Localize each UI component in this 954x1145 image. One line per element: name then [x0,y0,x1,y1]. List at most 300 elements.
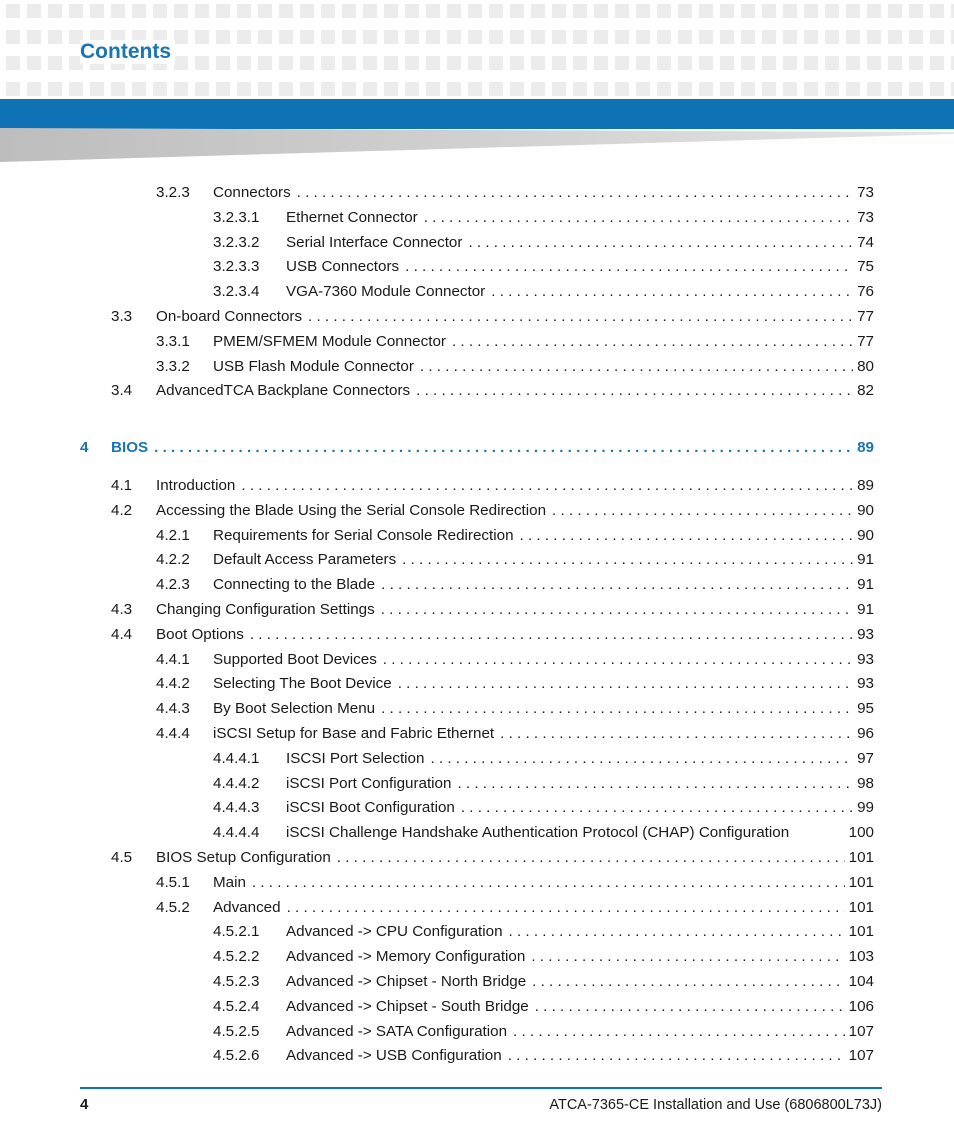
header-tile [300,4,314,18]
toc-entry-number: 4.5.2.2 [213,948,260,966]
header-tile [762,4,776,18]
header-tile [405,4,419,18]
toc-entry[interactable] [213,1047,874,1071]
toc-leader-dots [287,899,845,916]
header-tile [48,56,62,70]
header-tile [27,82,41,96]
header-tile [741,56,755,70]
header-tile [468,30,482,44]
toc-page-number: 90 [857,501,874,519]
header-tile [636,56,650,70]
toc-entry-title: iSCSI Setup for Base and Fabric Ethernet [213,725,495,742]
header-tile [384,82,398,96]
toc-leader-dots [531,948,844,965]
header-tile [111,82,125,96]
header-tile [27,56,41,70]
toc-entry[interactable] [111,477,874,501]
toc-entry-number: 4.1 [111,477,133,494]
toc-entry-title: Supported Boot Devices [213,650,377,668]
header-tile [405,82,419,96]
toc-entry-number: 4.5.2 [156,898,190,916]
page-title: Contents [80,40,175,64]
toc-leader-dots [337,849,845,866]
toc-entry-title: USB Flash Module Connector [213,357,414,375]
toc-page-number: 76 [857,283,874,301]
toc-entry[interactable] [213,799,874,823]
toc-entry-number: 4.4.4.4 [213,824,260,842]
toc-entry-title: BIOS Setup Configuration [156,849,331,866]
header-tile [930,56,944,70]
header-tile [657,56,671,70]
toc-entry[interactable] [156,700,874,724]
toc-entry-number: 4.4.3 [156,700,190,718]
header-tile [405,56,419,70]
toc-page-number: 91 [857,576,874,594]
header-tile [825,56,839,70]
toc-entry-title: iSCSI Challenge Handshake Authentication Protocol (CHAP) Configuration [286,824,790,842]
toc-page-number: 98 [857,774,874,792]
toc-leader-dots [532,973,844,990]
toc-entry-title: AdvancedTCA Backplane Connectors [156,382,411,400]
toc-entry-title: Main [213,873,246,891]
toc-entry-title: On-board Connectors [156,308,303,325]
header-tile [111,4,125,18]
toc-entry[interactable] [156,874,874,898]
header-wedge [0,128,954,164]
toc-entry[interactable] [156,651,874,675]
header-tile [195,4,209,18]
toc-entry-number: 4.5.2.1 [213,923,260,941]
header-tile [678,30,692,44]
toc-entry-number: 4.5.1 [156,873,190,891]
header-tile [867,82,881,96]
header-tile [804,4,818,18]
header-tile [846,4,860,18]
toc-entry[interactable] [213,973,874,997]
toc-chapter-entry[interactable] [80,439,874,463]
footer-doc-title: ATCA-7365-CE Installation and Use (6806800L73J) [549,1097,882,1113]
header-tile [489,30,503,44]
header-tile [762,56,776,70]
header-tile [363,4,377,18]
toc-entry-number: 4.4.2 [156,675,190,693]
header-tile [720,82,734,96]
header-tile [48,30,62,44]
toc-leader-dots [430,750,853,767]
toc-leader-dots [252,874,845,891]
header-tile [909,4,923,18]
header-tile [720,56,734,70]
header-tile [48,4,62,18]
toc-page-number: 101 [848,873,874,891]
toc-page-number: 107 [848,1047,874,1065]
header-tile [132,4,146,18]
header-tile [384,56,398,70]
toc-page-number: 91 [857,601,874,618]
toc-page-number: 89 [857,439,874,457]
toc-leader-dots [552,502,853,519]
toc-entry-title: Advanced -> CPU Configuration [286,923,503,941]
toc-entry-title: By Boot Selection Menu [213,700,376,718]
toc-page-number: 104 [848,973,874,990]
header-tile [909,30,923,44]
toc-entry-number: 4.5.2.3 [213,973,260,990]
header-tile [279,56,293,70]
header-tile [174,56,188,70]
toc-entry-number: 4.2.1 [156,526,190,544]
header-tile [531,82,545,96]
toc-leader-dots [297,184,853,201]
header-tile [237,82,251,96]
header-tile [90,82,104,96]
header-tile [279,4,293,18]
toc-entry[interactable] [213,209,874,233]
toc-leader-dots [154,439,853,456]
toc-page-number: 73 [857,208,874,226]
toc-leader-dots [424,209,853,226]
toc-leader-dots [398,675,853,692]
header-tile [699,82,713,96]
toc-leader-dots [500,725,853,742]
header-tile [552,30,566,44]
toc-entry[interactable] [156,576,874,600]
header-tile [657,82,671,96]
toc-leader-dots [383,651,853,668]
header-tile [888,4,902,18]
toc-entry[interactable] [213,998,874,1022]
toc-entry[interactable] [213,1023,874,1047]
header-tile [888,30,902,44]
toc-entry-number: 4.5 [111,849,133,866]
header-tile [363,56,377,70]
toc-entry-title: BIOS [111,439,149,457]
toc-entry-number: 3.2.3.3 [213,258,260,276]
header-tile [930,30,944,44]
header-tile [804,82,818,96]
header-tile [279,30,293,44]
header-tile [342,30,356,44]
toc-entry-title: PMEM/SFMEM Module Connector [213,332,446,350]
header-tile [300,82,314,96]
header-tile [384,30,398,44]
header-tile [510,4,524,18]
header-tile [195,56,209,70]
toc-entry-title: Advanced -> Memory Configuration [286,948,526,966]
toc-entry-number: 4.3 [111,601,133,618]
toc-entry-title: Advanced -> Chipset - North Bridge [286,973,527,990]
header-tile [195,82,209,96]
toc-entry[interactable] [156,527,874,551]
toc-leader-dots [416,382,853,399]
toc-leader-dots [402,551,853,568]
header-tile [468,82,482,96]
header-tile [804,30,818,44]
header-tile [468,4,482,18]
toc-page-number: 75 [857,258,874,276]
header-tile [678,82,692,96]
toc-entry-title: Advanced -> USB Configuration [286,1047,502,1065]
toc-entry[interactable] [213,923,874,947]
toc-entry-number: 3.3.1 [156,332,190,350]
header-tile [594,82,608,96]
toc-page-number: 103 [848,948,874,966]
toc-entry[interactable] [213,283,874,307]
toc-entry-number: 4.2.3 [156,576,190,594]
header-tile [237,56,251,70]
toc-leader-dots [509,923,845,940]
header-tile [867,56,881,70]
toc-entry-title: Selecting The Boot Device [213,675,392,693]
toc-entry-number: 4.4.4.3 [213,799,260,817]
toc-entry-number: 3.3.2 [156,357,190,375]
header-tile [573,56,587,70]
toc-leader-dots [381,700,853,717]
header-tile [6,30,20,44]
header-tile [573,4,587,18]
header-tile [783,30,797,44]
header-tile [720,30,734,44]
header-tile [594,56,608,70]
toc-entry-number: 4.2 [111,501,133,519]
header-tile [888,82,902,96]
header-tile [489,56,503,70]
header-tile [27,4,41,18]
toc-entry[interactable] [156,551,874,575]
toc-leader-dots [520,527,854,544]
toc-page-number: 97 [857,749,874,767]
header-tile [825,82,839,96]
toc-entry[interactable] [156,725,874,749]
toc-leader-dots [452,333,853,350]
toc-entry-number: 4.4.1 [156,650,190,668]
header-tile [531,56,545,70]
toc-entry[interactable] [213,775,874,799]
toc-leader-dots [461,799,853,816]
header-tile [363,30,377,44]
toc-entry[interactable] [213,234,874,258]
header-tile [783,56,797,70]
toc-page-number: 93 [857,625,874,643]
toc-page-number: 89 [857,477,874,494]
header-tile [153,4,167,18]
header-tile [552,56,566,70]
header-tile [426,4,440,18]
header-tile [153,82,167,96]
toc-leader-dots [381,601,853,618]
toc-entry-title: Advanced -> Chipset - South Bridge [286,997,529,1015]
toc-entry-title: Default Access Parameters [213,551,397,569]
header-tile [237,4,251,18]
header-tile [6,56,20,70]
toc-entry-title: Advanced -> SATA Configuration [286,1022,508,1040]
toc-page-number: 73 [857,184,874,201]
header-tile [132,82,146,96]
footer-page-number: 4 [80,1096,89,1113]
header-band [0,99,954,129]
header-tile [825,4,839,18]
header-tile [720,4,734,18]
toc-entry-title: Boot Options [156,625,244,643]
header-tile [279,82,293,96]
toc-entry-title: Requirements for Serial Console Redirection [213,526,514,544]
toc-leader-dots [491,283,853,300]
header-tile [594,30,608,44]
footer-rule [80,1087,882,1089]
toc-entry-title: VGA-7360 Module Connector [286,283,486,301]
header-tile [258,82,272,96]
toc-entry[interactable] [156,899,874,923]
toc-entry-title: Ethernet Connector [286,208,418,226]
header-tile [405,30,419,44]
header-tile [825,30,839,44]
header-tile [174,4,188,18]
toc-page-number: 101 [848,898,874,916]
header-tile [783,4,797,18]
toc-entry-number: 4.4.4.1 [213,749,260,767]
toc-entry-title: Introduction [156,477,236,494]
toc-entry-number: 4.4 [111,625,133,643]
header-tile [27,30,41,44]
header-tile [489,82,503,96]
header-tile [258,56,272,70]
header-tile [846,56,860,70]
toc-entry-number: 3.2.3.4 [213,283,260,301]
header-tile [741,30,755,44]
header-tile [321,82,335,96]
toc-entry-number: 4.5.2.4 [213,997,260,1015]
toc-entry-number: 3.4 [111,382,133,400]
toc-entry[interactable] [156,358,874,382]
toc-entry[interactable] [213,824,874,848]
toc-entry[interactable] [156,333,874,357]
toc-entry[interactable] [213,948,874,972]
header-tile [552,4,566,18]
header-tile [741,4,755,18]
header-tile [909,82,923,96]
header-tile [636,4,650,18]
toc-entry-number: 4.5.2.5 [213,1022,260,1040]
header-tile [741,82,755,96]
header-tile [930,4,944,18]
header-tile [447,4,461,18]
header-tile [510,82,524,96]
header-tile [636,30,650,44]
toc-entry-title: Changing Configuration Settings [156,601,375,618]
header-tile [216,82,230,96]
toc-entry-number: 4.4.4.2 [213,774,260,792]
header-tile [510,56,524,70]
header-tile [615,56,629,70]
header-tile [216,4,230,18]
header-tile [594,4,608,18]
header-tile [426,56,440,70]
toc-page-number: 95 [857,700,874,718]
header-tile [804,56,818,70]
toc-entry-title: iSCSI Boot Configuration [286,799,455,817]
header-tile [342,56,356,70]
toc-entry[interactable] [111,382,874,406]
toc-page-number: 91 [857,551,874,569]
header-tile [699,56,713,70]
toc-leader-dots [308,308,853,325]
toc-entry[interactable] [111,502,874,526]
toc-leader-dots [405,258,853,275]
toc-entry-title: ISCSI Port Selection [286,749,425,767]
header-tile [321,56,335,70]
toc-page-number: 107 [848,1022,874,1040]
toc-page-number: 93 [857,650,874,668]
toc-entry[interactable] [111,308,874,332]
header-tile [6,4,20,18]
header-tile [531,4,545,18]
header-tile [363,82,377,96]
toc-entry-number: 3.2.3 [156,184,190,201]
header-tile [846,30,860,44]
header-tile [678,56,692,70]
toc-entry[interactable] [156,184,874,208]
toc-entry-title: Connecting to the Blade [213,576,376,594]
header-tile [48,82,62,96]
toc-entry-number: 4.2.2 [156,551,190,569]
header-tile [90,4,104,18]
header-tile [867,4,881,18]
toc-entry[interactable] [213,750,874,774]
header-tile [783,82,797,96]
toc-entry-number: 3.2.3.1 [213,208,260,226]
toc-page-number: 99 [857,799,874,817]
header-tile [531,30,545,44]
header-tile [447,82,461,96]
header-tile [615,82,629,96]
header-tile [195,30,209,44]
toc-entry[interactable] [156,675,874,699]
header-tile [699,4,713,18]
header-tile [426,30,440,44]
toc-entry[interactable] [111,626,874,650]
header-tile [573,82,587,96]
toc-entry[interactable] [111,849,874,873]
toc-entry-title: iSCSI Port Configuration [286,774,452,792]
header-tile [321,4,335,18]
header-tile [930,82,944,96]
toc-entry-title: Advanced [213,898,281,916]
toc-leader-dots [250,626,853,643]
toc-page-number: 82 [857,382,874,400]
toc-entry-number: 3.2.3.2 [213,233,260,251]
header-tile [468,56,482,70]
header-tile [552,82,566,96]
toc-page-number: 96 [857,725,874,742]
toc-entry-title: Serial Interface Connector [286,233,463,251]
toc-page-number: 93 [857,675,874,693]
header-tile [510,30,524,44]
toc-leader-dots [508,1047,845,1064]
header-tile [174,82,188,96]
toc-page-number: 80 [857,357,874,375]
toc-entry[interactable] [213,258,874,282]
toc-page-number: 106 [848,997,874,1015]
toc-entry[interactable] [111,601,874,625]
toc-entry-number: 3.3 [111,308,133,325]
header-tile [678,4,692,18]
header-tile [762,82,776,96]
header-tile [342,4,356,18]
toc-leader-dots [457,775,853,792]
header-tile [867,30,881,44]
toc-entry-title: USB Connectors [286,258,400,276]
header-tile [216,30,230,44]
toc-leader-dots [468,234,853,251]
